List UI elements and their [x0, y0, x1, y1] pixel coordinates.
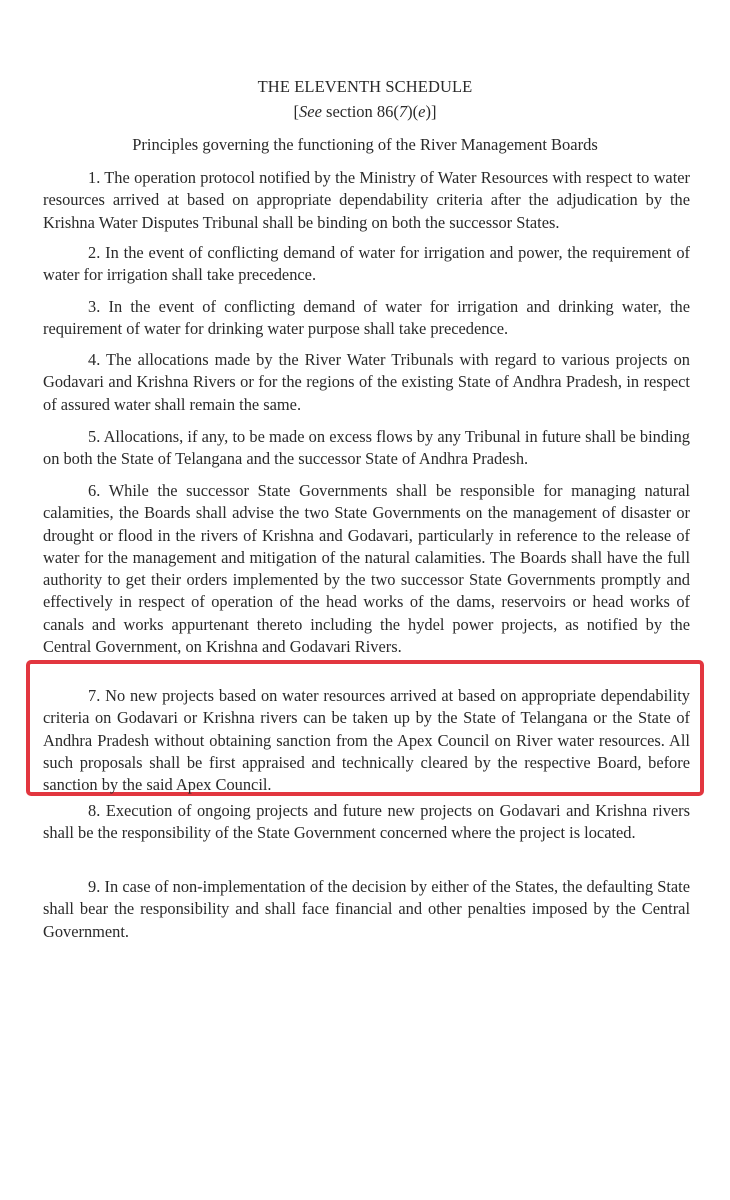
paragraph-number: 5. [88, 427, 101, 446]
paragraph-number: 9. [88, 877, 101, 896]
see-word: See [299, 102, 322, 121]
paragraph-2 [43, 242, 690, 287]
paragraph-text: While the successor State Governments shall be responsible for managing natural calamities, the Boards shall advise the two State Governments on the management of disaster or drought or flood in the rivers of Krishna and Godavari, particularly in reference to the release of water for the management and mitigation of the natural calamities. The Boards shall have the full authority to get their orders implemented by the two successor State Governments promptly and effectively in respect of operation of the head works of the dams, reservoirs or head works of canals and works appurtenant thereto including the hydel power projects, as notified by the Central Government, on Krishna and Godavari Rivers. [43, 481, 690, 657]
schedule-title: THE ELEVENTH SCHEDULE [257, 77, 473, 96]
paragraph-text: In case of non-implementation of the decision by either of the States, the defaulting State shall bear the responsibility and shall face financial and other penalties imposed by the Central Government. [43, 877, 690, 941]
paragraph-number: 1. [88, 168, 101, 187]
see-open-bracket: [ [293, 102, 300, 121]
paragraph-number: 8. [88, 801, 101, 820]
paragraph-text: In the event of conflicting demand of water for irrigation and drinking water, the requirement of water for drinking water purpose shall take precedence. [43, 297, 690, 339]
paragraph-8 [43, 800, 690, 845]
paragraph-7 [43, 685, 690, 796]
see-sub1: 7 [398, 102, 408, 121]
paragraph-text: The operation protocol notified by the Ministry of Water Resources with respect to water resources arrived at based on appropriate dependability criteria after the adjudication by the Krishna Water Disputes Tribunal shall be binding on both the successor States. [43, 168, 690, 232]
see-section-pre: section 86( [321, 102, 399, 121]
paragraph-text: No new projects based on water resources arrived at based on appropriate dependability criteria on Godavari or Krishna rivers can be taken up by the State of Telangana or the State of Andhra Pradesh without obtaining sanction from the Apex Council on River water resources. All such proposals shall be first appraised and technically cleared by the respective Board, before sanction by the said Apex Council. [43, 686, 690, 795]
paragraph-text: The allocations made by the River Water Tribunals with regard to various projects on Godavari and Krishna Rivers or for the regions of the existing State of Andhra Pradesh, in respect of assured water shall remain the same. [43, 350, 690, 414]
paragraph-number: 6. [88, 481, 101, 500]
paragraph-9 [43, 876, 690, 943]
paragraph-4 [43, 349, 690, 416]
paragraph-number: 3. [88, 297, 101, 316]
paragraph-text: In the event of conflicting demand of water for irrigation and power, the requirement of water for irrigation shall take precedence. [43, 243, 690, 285]
paragraph-number: 4. [88, 350, 101, 369]
paragraph-5 [43, 426, 690, 471]
paragraph-text: Allocations, if any, to be made on excess flows by any Tribunal in future shall be binding on both the State of Telangana and the successor State of Andhra Pradesh. [43, 427, 690, 469]
paragraph-6 [43, 480, 690, 662]
paragraph-1 [43, 167, 690, 234]
paragraph-number: 2. [88, 243, 101, 262]
see-mid: )( [407, 102, 419, 121]
schedule-subtitle: Principles governing the functioning of the River Management Boards [132, 135, 598, 154]
paragraph-text: Execution of ongoing projects and future new projects on Godavari and Krishna rivers shall be the responsibility of the State Government concerned where the project is located. [43, 801, 690, 843]
paragraph-3 [43, 296, 690, 341]
section-reference [0, 101, 730, 123]
paragraph-number: 7. [88, 686, 101, 705]
see-close: )] [425, 102, 437, 121]
see-sub2: e [418, 102, 426, 121]
